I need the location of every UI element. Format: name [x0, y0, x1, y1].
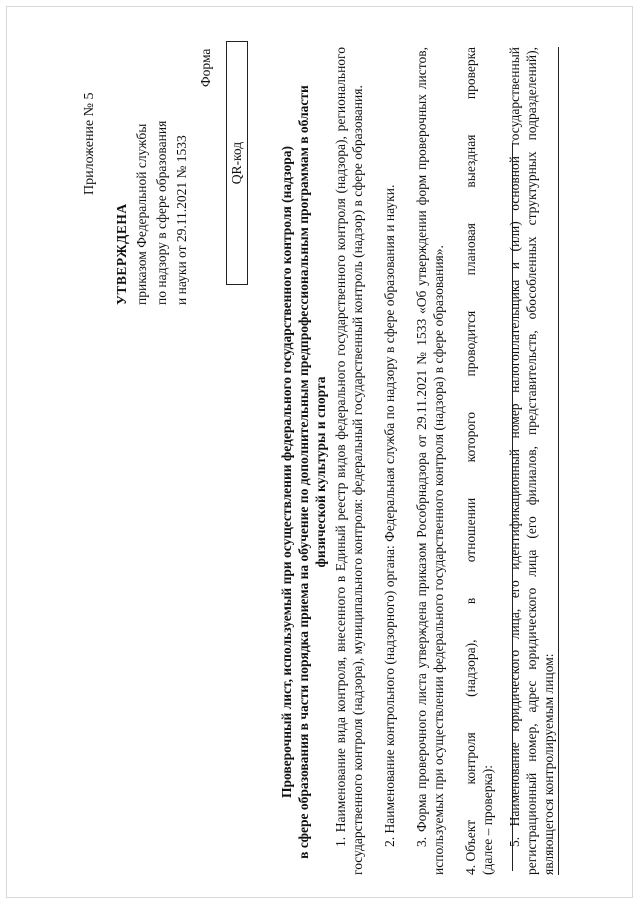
item-4-word: проводится — [463, 310, 478, 377]
item-4-word: (надзора), — [463, 639, 478, 697]
item-4-word: выездная — [463, 134, 478, 188]
qr-code-box: QR-код — [226, 41, 248, 285]
document-sheet — [10, 11, 630, 895]
item-4-word: проверка — [463, 47, 478, 100]
approval-block — [112, 121, 192, 305]
item-1-control-type: 1. Наименование вида контроля, внесенного в Единый реестр видов федерального государственного контроля (надзора), регионального государственного контроля (надзора), муниципального контроля: федеральный государственный контроль (надзор) в сфере образования. — [333, 47, 365, 875]
item-4-word: отношении — [463, 497, 478, 563]
form-label: Форма — [198, 48, 213, 87]
document-title — [278, 67, 329, 877]
item-4-first-line — [462, 47, 479, 875]
item-4-word: плановая — [463, 223, 478, 276]
item-3-form-approval: 3. Форма проверочного листа утверждена приказом Рособрнадзора от 29.11.2021 № 1533 «Об утверждении форм проверочных листов, используемых при осуществлении федерального государственного контроля (надзора) в сфере образования». — [414, 47, 446, 875]
title-line: в сфере образования в части порядка приема на обучение по дополнительным предпрофессиональным программам в области — [296, 85, 311, 859]
title-line: Проверочный лист, используемый при осуществлении федерального государственного контроля (надзора) — [279, 145, 294, 799]
item-4-word: 4. Объект — [463, 819, 478, 875]
fill-in-line — [558, 47, 559, 875]
approval-line: приказом Федеральной службы — [134, 123, 149, 305]
appendix-number: Приложение № 5 — [82, 92, 97, 195]
item-4-word: в — [463, 597, 478, 605]
approval-heading: УТВЕРЖДЕНА — [114, 203, 129, 305]
item-4-word: которого — [463, 411, 478, 463]
item-2-control-body: 2. Наименование контрольного (надзорного) органа: Федеральная служба по надзору в сфере образования и науки. — [382, 184, 397, 847]
approval-line: по надзору в сфере образования — [154, 120, 169, 305]
approval-line: и науки от 29.11.2021 № 1533 — [174, 135, 189, 305]
item-4-word: контроля — [463, 732, 478, 785]
item-5-legal-entity: 5. Наименование юридического лица, его идентификационный номер налогоплательщика и (или) основной государственный регистрационный номер, адрес юридического лица (его филиалов, представительств, обособленных структурных подразделений), являющегося контролируемым лицом: — [507, 47, 556, 875]
item-4-tail: (далее – проверка): — [480, 764, 495, 875]
title-line: физической культуры и спорта — [313, 376, 328, 568]
